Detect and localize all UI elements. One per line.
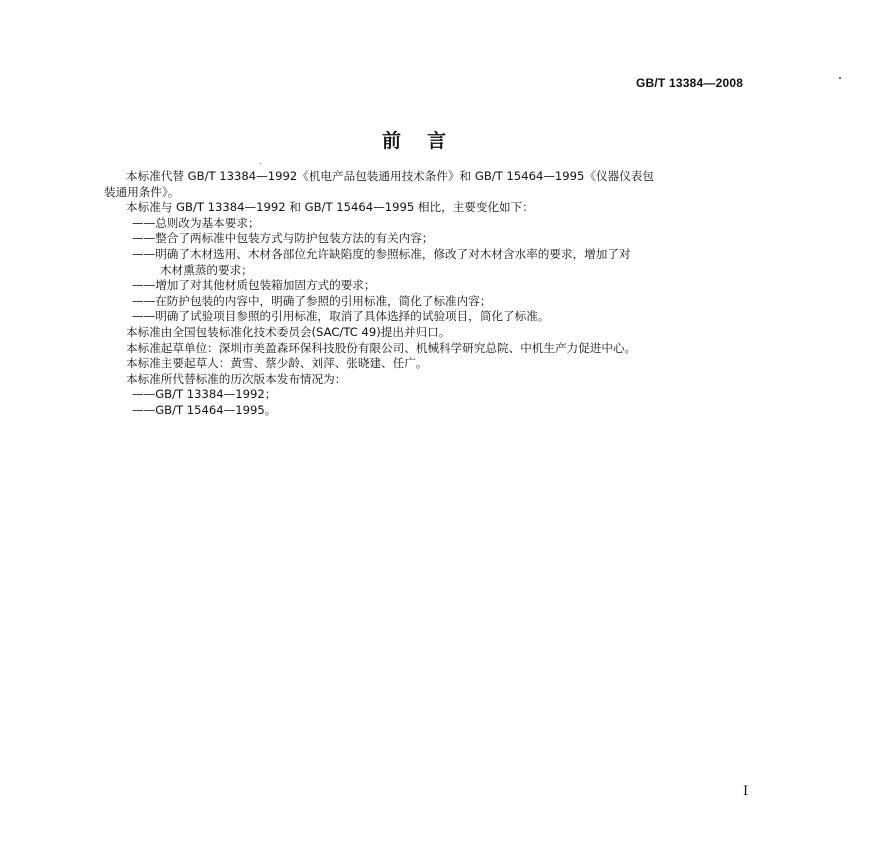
list-item: ——在防护包装的内容中，明确了参照的引用标准，简化了标准内容； <box>132 293 492 308</box>
scan-speck <box>260 163 261 164</box>
list-item: ——GB/T 15464—1995。 <box>132 402 277 417</box>
foreword-body <box>104 169 774 419</box>
paragraph-line: 本标准与 GB/T 13384—1992 和 GB/T 15464—1995 相比，主要变化如下： <box>126 200 534 215</box>
list-item: ——增加了对其他材质包装箱加固方式的要求； <box>132 278 376 293</box>
paragraph-line: 装通用条件》。 <box>104 184 180 199</box>
paragraph-line: 本标准所代替标准的历次版本发布情况为： <box>126 371 347 386</box>
page-title: 前言 <box>382 130 473 152</box>
paragraph-line: 本标准由全国包装标准化技术委员会(SAC/TC 49)提出并归口。 <box>126 324 451 339</box>
standard-code: GB/T 13384—2008 <box>636 76 744 90</box>
list-item-continuation: 木材熏蒸的要求； <box>160 262 253 277</box>
list-item: ——明确了木材选用、木材各部位允许缺陷度的参照标准，修改了对木材含水率的要求，增加了对 <box>132 246 631 261</box>
page-number: I <box>743 784 749 799</box>
scan-speck <box>839 77 841 79</box>
paragraph-line: 本标准起草单位：深圳市美盈森环保科技股份有限公司、机械科学研究总院、中机生产力促进中心。 <box>126 340 637 355</box>
paragraph-line: 本标准主要起草人：黄雪、蔡少龄、刘萍、张晓建、任广。 <box>126 356 428 371</box>
list-item: ——总则改为基本要求； <box>132 215 260 230</box>
list-item: ——GB/T 13384—1992； <box>132 387 277 402</box>
paragraph-line: 本标准代替 GB/T 13384—1992《机电产品包装通用技术条件》和 GB/T 15464—1995《仪器仪表包 <box>126 169 654 183</box>
list-item: ——明确了试验项目参照的引用标准，取消了具体选择的试验项目，简化了标准。 <box>132 309 550 324</box>
list-item: ——整合了两标准中包装方式与防护包装方法的有关内容； <box>132 231 434 246</box>
